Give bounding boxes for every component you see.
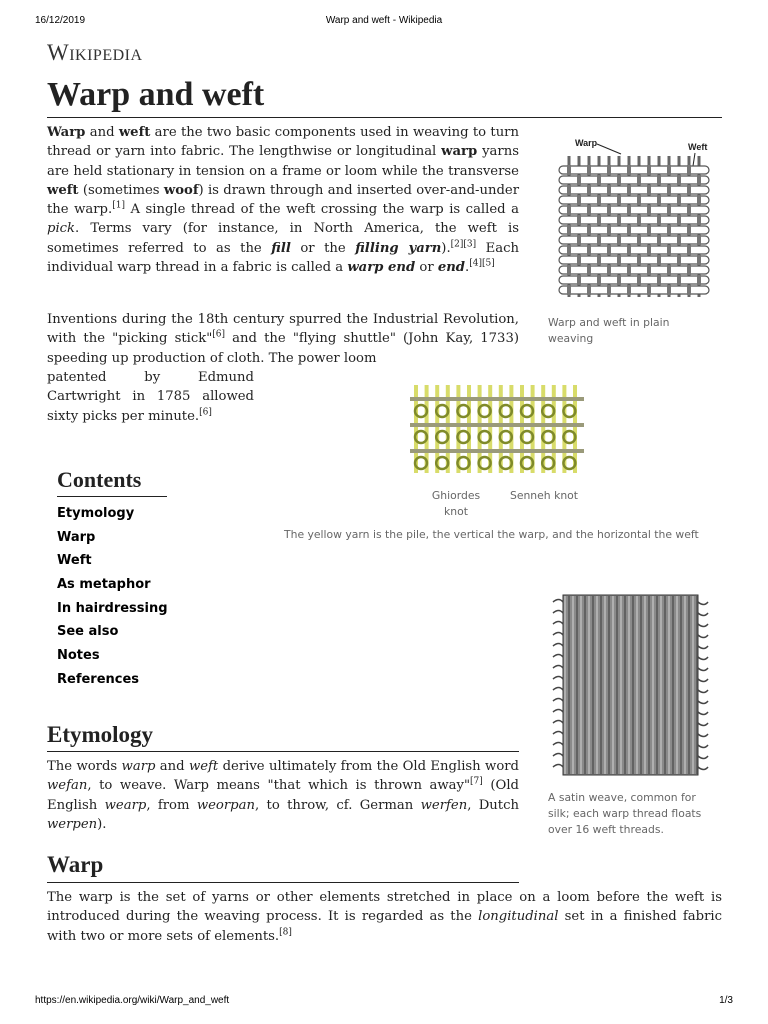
- warp-over: [657, 215, 661, 225]
- warp-over: [677, 195, 681, 205]
- warp-over: [657, 275, 661, 285]
- warp-over: [627, 285, 631, 295]
- warp-over: [687, 205, 691, 215]
- weft-label: Weft: [688, 142, 708, 152]
- warp-over: [697, 215, 701, 225]
- selvage-loop: [553, 622, 563, 625]
- weft-thread: [559, 226, 709, 234]
- selvage-loop: [698, 635, 708, 638]
- warp-over: [637, 175, 641, 185]
- intro-paragraph-3: patented by Edmund Cartwright in 1785 allowed sixty picks per minute.[6]: [47, 370, 254, 424]
- warp-label: Warp: [575, 138, 598, 148]
- warp-over: [597, 255, 601, 265]
- warp-over: [627, 185, 631, 195]
- toc-item-warp[interactable]: Warp: [57, 529, 96, 545]
- warp-over: [617, 195, 621, 205]
- warp-over: [587, 225, 591, 235]
- warp-over: [607, 185, 611, 195]
- warp-paragraph: The warp is the set of yarns or other elements stretched in place on a loom before the weft is introduced during the weaving process. It is regarded as the longitudinal set in a finished fabric with two or more sets of elements.[8]: [47, 890, 723, 944]
- citation-link[interactable]: [4]: [469, 258, 482, 269]
- selvage-loop: [698, 745, 708, 748]
- selvage-loop: [553, 710, 563, 713]
- weft-thread: [559, 286, 709, 294]
- warp-over: [567, 205, 571, 215]
- warp-over: [577, 275, 581, 285]
- weft-thread: [559, 166, 709, 174]
- warp-over: [657, 235, 661, 245]
- warp-over: [577, 195, 581, 205]
- warp-over: [627, 265, 631, 275]
- warp-over: [627, 245, 631, 255]
- weft-thread: [559, 236, 709, 244]
- selvage-loop: [698, 668, 708, 671]
- table-of-contents: [57, 506, 168, 696]
- intro-paragraph-2: Inventions during the 18th century spurred the Industrial Revolution, with the "picking stick"[6] and the "flying shuttle" (John Kay, 1733) speeding up production of cloth. The power loom: [47, 312, 519, 366]
- warp-over: [607, 285, 611, 295]
- warp-over: [607, 165, 611, 175]
- warp-over: [647, 205, 651, 215]
- warp-over: [697, 195, 701, 205]
- toc-item-notes[interactable]: Notes: [57, 648, 100, 664]
- selvage-loop: [553, 732, 563, 735]
- warp-over: [687, 165, 691, 175]
- warp-over: [647, 285, 651, 295]
- selvage-loop: [698, 613, 708, 616]
- knots-caption: The yellow yarn is the pile, the vertical the warp, and the horizontal the weft: [284, 528, 699, 541]
- weft-thread: [559, 256, 709, 264]
- toc-item-in-hairdressing[interactable]: In hairdressing: [57, 600, 168, 616]
- page-title: Warp and weft: [47, 76, 265, 113]
- weft-thread: [559, 176, 709, 184]
- warp-over: [577, 235, 581, 245]
- selvage-loop: [698, 734, 708, 737]
- warp-over: [567, 245, 571, 255]
- satin-weave-caption: A satin weave, common for silk; each warp thread floats over 16 weft threads.: [548, 791, 702, 836]
- warp-over: [677, 175, 681, 185]
- citation-link[interactable]: [6]: [212, 329, 226, 340]
- weft-thread: [559, 276, 709, 284]
- warp-over: [607, 205, 611, 215]
- warp-over: [697, 235, 701, 245]
- knots-image: [410, 385, 585, 475]
- print-date: 16/12/2019: [35, 15, 86, 26]
- citation-link[interactable]: [6]: [199, 407, 212, 418]
- selvage-loop: [553, 699, 563, 702]
- selvage-loop: [553, 743, 563, 746]
- warp-over: [617, 235, 621, 245]
- selvage-loop: [698, 624, 708, 627]
- toc-heading: Contents: [57, 467, 142, 492]
- warp-over: [637, 275, 641, 285]
- toc-item-see-also[interactable]: See also: [57, 624, 119, 640]
- warp-over: [567, 225, 571, 235]
- page-url: https://en.wikipedia.org/wiki/Warp_and_weft: [35, 995, 230, 1006]
- warp-over: [667, 245, 671, 255]
- selvage-loop: [698, 723, 708, 726]
- warp-over: [647, 185, 651, 195]
- citation-link[interactable]: [5]: [481, 258, 495, 269]
- selvage-loop: [553, 600, 563, 603]
- warp-over: [627, 205, 631, 215]
- weft-thread: [559, 196, 709, 204]
- toc-divider: [57, 496, 167, 497]
- selvage-loop: [553, 765, 563, 768]
- warp-over: [577, 255, 581, 265]
- toc-item-references[interactable]: References: [57, 671, 140, 687]
- warp-over: [697, 175, 701, 185]
- selvage-loop: [553, 655, 563, 658]
- selvage-loop: [553, 666, 563, 669]
- satin-weave-image: [548, 580, 713, 785]
- warp-over: [597, 275, 601, 285]
- warp-over: [607, 265, 611, 275]
- selvage-loop: [698, 679, 708, 682]
- selvage-loop: [553, 633, 563, 636]
- citation-link[interactable]: [2]: [450, 239, 464, 250]
- warp-divider: [47, 882, 519, 883]
- warp-over: [617, 255, 621, 265]
- selvage-loop: [698, 701, 708, 704]
- citation-link[interactable]: [3]: [463, 239, 477, 250]
- warp-over: [657, 255, 661, 265]
- warp-over: [607, 245, 611, 255]
- warp-over: [577, 215, 581, 225]
- warp-over: [567, 165, 571, 175]
- warp-over: [677, 235, 681, 245]
- plain-weave-image: [555, 132, 720, 302]
- selvage-loop: [553, 688, 563, 691]
- warp-over: [627, 225, 631, 235]
- warp-over: [637, 255, 641, 265]
- warp-over: [627, 165, 631, 175]
- warp-over: [687, 185, 691, 195]
- wikipedia-logo[interactable]: [47, 40, 143, 66]
- warp-over: [637, 215, 641, 225]
- weft-thread: [559, 186, 709, 194]
- warp-over: [567, 285, 571, 295]
- warp-over: [597, 235, 601, 245]
- warp-over: [607, 225, 611, 235]
- warp-over: [597, 175, 601, 185]
- title-divider: [47, 117, 722, 118]
- warp-over: [647, 265, 651, 275]
- selvage-loop: [698, 712, 708, 715]
- toc-item-weft[interactable]: Weft: [57, 553, 92, 569]
- warp-over: [597, 195, 601, 205]
- etymology-paragraph: The words warp and weft derive ultimately from the Old English word wefan, to weave. Warp means "that which is thrown away"[7] (Old English wearp, from weorpan, to throw, cf. German werfen, Dutch werpen).: [47, 759, 519, 832]
- warp-over: [667, 225, 671, 235]
- selvage-loop: [553, 677, 563, 680]
- warp-over: [667, 165, 671, 175]
- toc-item-as-metaphor[interactable]: As metaphor: [57, 577, 151, 593]
- weft-thread: [559, 246, 709, 254]
- warp-over: [667, 285, 671, 295]
- warp-over: [617, 275, 621, 285]
- selvage-loop: [553, 754, 563, 757]
- citation-link[interactable]: [1]: [112, 200, 125, 211]
- warp-over: [637, 235, 641, 245]
- warp-over: [647, 165, 651, 175]
- warp-over: [667, 265, 671, 275]
- citation-link[interactable]: [8]: [279, 927, 292, 938]
- senneh-knot-label: Senneh knot: [509, 489, 579, 502]
- warp-over: [677, 275, 681, 285]
- warp-over: [587, 245, 591, 255]
- toc-item-etymology[interactable]: Etymology: [57, 506, 135, 521]
- selvage-loop: [553, 721, 563, 724]
- weft-thread: [559, 216, 709, 224]
- warp-over: [697, 255, 701, 265]
- warp-over: [687, 225, 691, 235]
- selvage-loop: [553, 611, 563, 614]
- selvage-loop: [553, 644, 563, 647]
- weft-thread: [559, 206, 709, 214]
- warp-over: [647, 245, 651, 255]
- warp-over: [567, 265, 571, 275]
- warp-over: [657, 175, 661, 185]
- warp-over: [647, 225, 651, 235]
- warp-over: [587, 165, 591, 175]
- print-title: Warp and weft - Wikipedia: [325, 15, 443, 26]
- selvage-loop: [698, 767, 708, 770]
- warp-over: [667, 185, 671, 195]
- warp-over: [617, 215, 621, 225]
- warp-over: [587, 265, 591, 275]
- warp-over: [697, 275, 701, 285]
- page-number: 1/3: [719, 995, 733, 1006]
- warp-over: [657, 195, 661, 205]
- warp-over: [587, 205, 591, 215]
- intro-paragraph-1: Warp and weft are the two basic components used in weaving to turn thread or yarn into fabric. The lengthwise or longitudinal warp yarns are held stationary in tension on a frame or loom while the transverse weft (sometimes woof) is drawn through and inserted over-and-under the warp.[1] A single thread of the weft crossing the warp is called a pick. Terms vary (for instance, in North America, the weft is sometimes referred to as the fill or the filling yarn).[2][3] Each individual warp thread in a fabric is called a warp end or end.[4][5]: [47, 125, 520, 276]
- citation-link[interactable]: [7]: [470, 776, 483, 787]
- warp-over: [587, 285, 591, 295]
- weft-thread: [559, 266, 709, 274]
- warp-over: [567, 185, 571, 195]
- selvage-loop: [698, 646, 708, 649]
- warp-over: [687, 265, 691, 275]
- plain-weave-figure[interactable]: [555, 132, 720, 302]
- wikipedia-wordmark: Wikipedia: [47, 40, 143, 65]
- section-heading-etymology: Etymology: [47, 722, 154, 747]
- warp-over: [687, 285, 691, 295]
- etymology-divider: [47, 751, 519, 752]
- warp-over: [637, 195, 641, 205]
- satin-weave-figure[interactable]: [548, 580, 713, 785]
- warp-over: [677, 215, 681, 225]
- warp-over: [667, 205, 671, 215]
- section-heading-warp: Warp: [47, 852, 104, 877]
- ghiordes-knot-label: Ghiordes knot: [431, 489, 481, 518]
- selvage-loop: [698, 756, 708, 759]
- knots-figure[interactable]: [410, 385, 585, 475]
- warp-over: [577, 175, 581, 185]
- warp-over: [587, 185, 591, 195]
- warp-over: [617, 175, 621, 185]
- warp-over: [687, 245, 691, 255]
- warp-over: [677, 255, 681, 265]
- warp-over: [597, 215, 601, 225]
- selvage-loop: [698, 602, 708, 605]
- selvage-loop: [698, 690, 708, 693]
- selvage-loop: [698, 657, 708, 660]
- plain-weave-caption: Warp and weft in plain weaving: [548, 316, 670, 345]
